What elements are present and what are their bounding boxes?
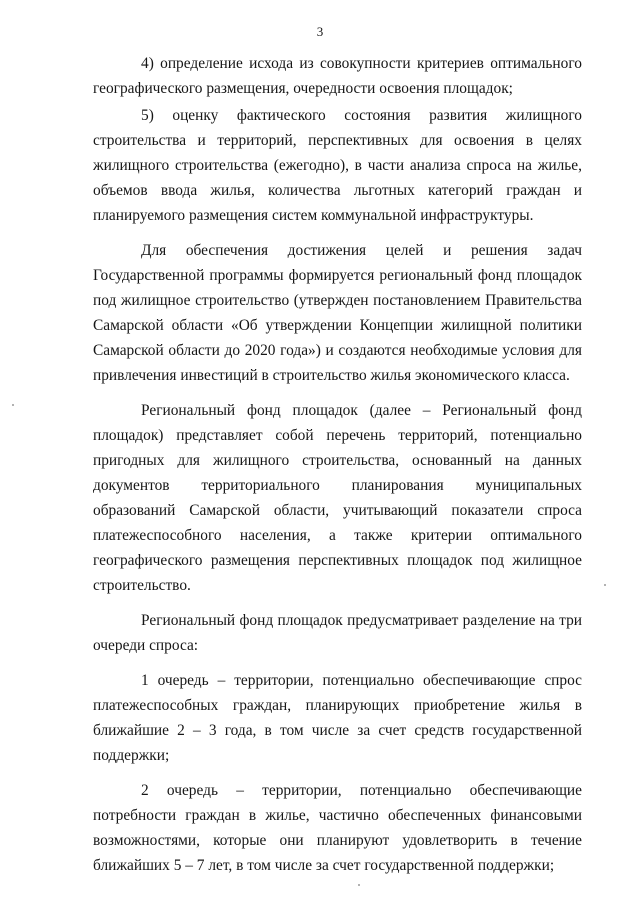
paragraph-item-4: 4) определение исхода из совокупности критериев оптимального географического размещения, очередности освоения площадок;: [93, 55, 582, 97]
paragraph-demand-queues: Региональный фонд площадок предусматривает разделение на три очереди спроса:: [93, 612, 582, 654]
paragraph-regional-fund-definition: Региональный фонд площадок (далее – Региональный фонд площадок) представляет собой перечень территорий, потенциально пригодных для жилищного строительства, основанный на данных документов территориального планирования муниципальных образований Самарской области, учитывающий показатели спроса платежеспособного населения, а также критерии оптимального географического размещения перспективных площадок под жилищное строительство.: [93, 402, 582, 594]
scan-speck: [12, 404, 14, 406]
scan-speck: [604, 584, 606, 586]
paragraph-queue-1: 1 очередь – территории, потенциально обеспечивающие спрос платежеспособных граждан, планирующих приобретение жилья в ближайшие 2 – 3 года, в том числе за счет средств государственной поддержки;: [93, 672, 582, 764]
document-body: [93, 51, 582, 880]
scan-speck: [358, 884, 360, 886]
paragraph-regional-fund-formation: Для обеспечения достижения целей и решения задач Государственной программы формируется региональный фонд площадок под жилищное строительство (утвержден постановлением Правительства Самарской области «Об утверждении Концепции жилищной политики Самарской области до 2020 года») и создаются необходимые условия для привлечения инвестиций в строительство жилья экономического класса.: [93, 242, 582, 384]
paragraph-queue-2: 2 очередь – территории, потенциально обеспечивающие потребности граждан в жилье, частично обеспеченных финансовыми возможностями, которые они планируют удовлетворить в течение ближайших 5 – 7 лет, в том числе за счет государственной поддержки;: [93, 782, 582, 874]
page-number: 3: [316, 24, 324, 39]
paragraph-item-5: 5) оценку фактического состояния развития жилищного строительства и территорий, перспективных для освоения в целях жилищного строительства (ежегодно), в части анализа спроса на жилье, объемов ввода жилья, количества льготных категорий граждан и планируемого размещения систем коммунальной инфраструктуры.: [93, 107, 582, 224]
